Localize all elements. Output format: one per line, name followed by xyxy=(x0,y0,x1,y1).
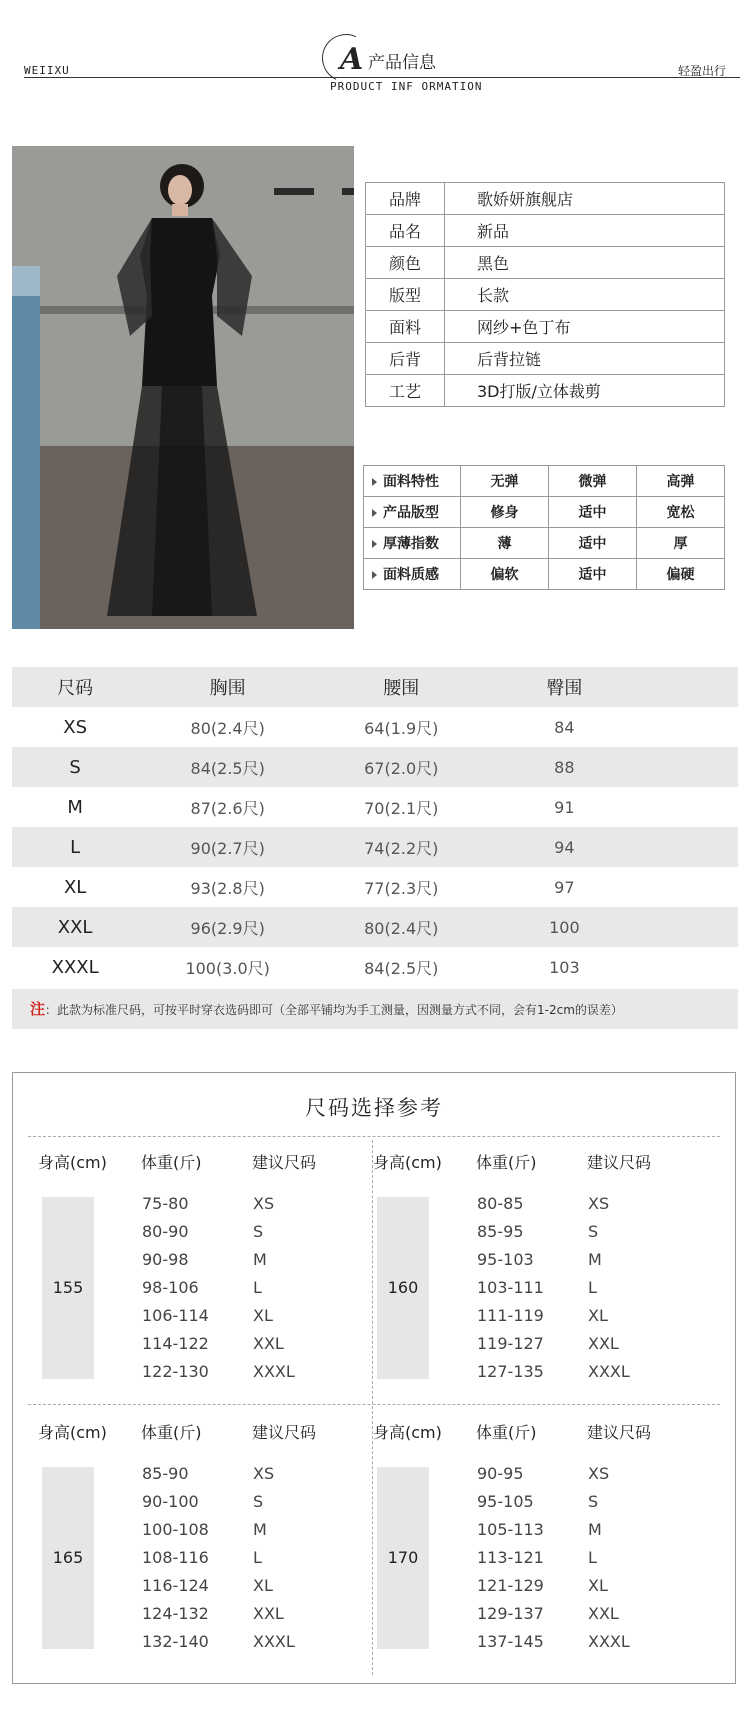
height-column-header: 身高(cm) xyxy=(38,1153,107,1172)
size-table-header-blank xyxy=(643,667,738,707)
note-text: ：此款为标准尺码，可按平时穿衣选码即可（全部平铺均为手工测量，因测量方式不同，会有1-2cm的误差） xyxy=(45,1003,623,1017)
weight-range: 121-129 xyxy=(477,1576,544,1595)
size-label: XXL xyxy=(12,907,138,947)
size-measure: 74(2.2尺) xyxy=(317,827,485,867)
weight-range: 98-106 xyxy=(142,1278,199,1297)
size-table-blank xyxy=(643,867,738,907)
recommended-size: XS xyxy=(588,1194,610,1213)
attribute-option: 适中 xyxy=(549,528,637,559)
height-value: 165 xyxy=(52,1548,84,1567)
size-measure: 84 xyxy=(554,717,575,737)
attribute-option: 偏软 xyxy=(461,559,549,590)
recommended-size: XXL xyxy=(588,1334,619,1353)
attribute-label: 面料特性 xyxy=(383,474,439,490)
product-photo xyxy=(12,146,354,629)
size-table-row xyxy=(12,707,738,747)
recommended-size: M xyxy=(588,1250,602,1269)
size-note xyxy=(12,989,738,1029)
weight-range: 127-135 xyxy=(477,1362,544,1381)
size-table-header: 尺码 xyxy=(12,667,138,707)
size-table-blank xyxy=(643,747,738,787)
size-measure: 77(2.3尺) xyxy=(364,878,439,898)
weight-column-header: 体重(斤) xyxy=(476,1153,537,1172)
size-table-blank xyxy=(643,947,738,987)
attribute-name xyxy=(364,528,461,559)
weight-range: 103-111 xyxy=(477,1278,544,1297)
recommended-size: S xyxy=(588,1222,599,1241)
size-table-row xyxy=(12,867,738,907)
weight-range: 90-98 xyxy=(142,1250,189,1269)
triangle-icon xyxy=(372,478,377,486)
size-measure: 96(2.9尺) xyxy=(138,907,317,947)
size-label: S xyxy=(12,747,138,787)
size-table-row xyxy=(12,787,738,827)
info-key: 品名 xyxy=(366,215,445,247)
slogan: 轻盈出行 xyxy=(677,64,726,78)
size-label: XL xyxy=(63,876,87,898)
attribute-row xyxy=(364,466,725,497)
size-table-header: 腰围 xyxy=(317,667,485,707)
attribute-label: 面料质感 xyxy=(383,567,439,583)
weight-column-header: 体重(斤) xyxy=(141,1153,202,1172)
size-table-row xyxy=(12,747,738,787)
info-key: 后背 xyxy=(366,343,445,375)
attribute-option: 修身 xyxy=(461,497,549,528)
size-measure: 70(2.1尺) xyxy=(364,798,439,818)
info-key: 颜色 xyxy=(366,247,445,279)
weight-range: 105-113 xyxy=(477,1520,544,1539)
height-value: 160 xyxy=(387,1278,419,1297)
size-table-header: 臀围 xyxy=(485,667,643,707)
recommended-size: XXXL xyxy=(253,1632,295,1651)
size-chart-table xyxy=(12,667,738,987)
size-measure: 88 xyxy=(485,747,643,787)
size-table-row xyxy=(12,907,738,947)
divider-vertical xyxy=(372,1140,373,1675)
info-row xyxy=(366,343,725,375)
info-row xyxy=(366,375,725,407)
recommended-size: M xyxy=(588,1520,602,1539)
attribute-row xyxy=(364,497,725,528)
size-table-blank xyxy=(643,827,738,867)
size-column-header: 建议尺码 xyxy=(587,1423,652,1442)
info-key: 版型 xyxy=(366,279,445,311)
height-column-header: 身高(cm) xyxy=(373,1153,442,1172)
recommended-size: XXL xyxy=(253,1604,284,1623)
size-table-blank xyxy=(643,907,738,947)
recommended-size: M xyxy=(253,1520,267,1539)
recommended-size: XL xyxy=(588,1306,608,1325)
weight-range: 85-90 xyxy=(142,1464,189,1483)
size-measure: 64(1.9尺) xyxy=(364,718,439,738)
attribute-option: 高弹 xyxy=(637,466,725,497)
weight-range: 95-105 xyxy=(477,1492,534,1511)
size-table-blank xyxy=(643,707,738,747)
note-mark: 注 xyxy=(30,1000,46,1018)
info-value: 新品 xyxy=(445,215,725,247)
info-row xyxy=(366,279,725,311)
size-measure: 97 xyxy=(554,877,575,897)
attribute-label: 产品版型 xyxy=(383,505,439,521)
weight-range: 116-124 xyxy=(142,1576,209,1595)
size-measure: 87(2.6尺) xyxy=(190,798,265,818)
recommended-size: L xyxy=(588,1278,597,1297)
weight-range: 113-121 xyxy=(477,1548,544,1567)
info-value: 3D打版/立体裁剪 xyxy=(445,375,725,407)
recommended-size: XL xyxy=(253,1576,273,1595)
size-label: M xyxy=(67,796,83,818)
product-info-table xyxy=(365,182,725,407)
recommended-size: XL xyxy=(253,1306,273,1325)
attribute-option: 无弹 xyxy=(461,466,549,497)
weight-range: 119-127 xyxy=(477,1334,544,1353)
recommended-size: XL xyxy=(588,1576,608,1595)
attribute-option: 厚 xyxy=(637,528,725,559)
size-column-header: 建议尺码 xyxy=(587,1153,652,1172)
attribute-row xyxy=(364,528,725,559)
weight-range: 106-114 xyxy=(142,1306,209,1325)
weight-range: 75-80 xyxy=(142,1194,189,1213)
weight-range: 80-90 xyxy=(142,1222,189,1241)
recommended-size: XS xyxy=(253,1194,275,1213)
info-value: 网纱+色丁布 xyxy=(445,311,725,343)
size-measure: 100 xyxy=(485,907,643,947)
info-row xyxy=(366,311,725,343)
size-measure: 84(2.5尺) xyxy=(364,958,439,978)
attribute-row xyxy=(364,559,725,590)
weight-column-header: 体重(斤) xyxy=(141,1423,202,1442)
recommended-size: M xyxy=(253,1250,267,1269)
info-value: 歌娇妍旗舰店 xyxy=(445,183,725,215)
height-column-header: 身高(cm) xyxy=(373,1423,442,1442)
size-measure: 84(2.5尺) xyxy=(138,747,317,787)
product-attributes-table xyxy=(363,465,725,590)
recommended-size: L xyxy=(253,1278,262,1297)
attribute-option: 微弹 xyxy=(549,466,637,497)
size-measure: 91 xyxy=(554,797,575,817)
height-value: 155 xyxy=(52,1278,84,1297)
recommended-size: S xyxy=(253,1222,264,1241)
weight-range: 137-145 xyxy=(477,1632,544,1651)
recommended-size: XS xyxy=(588,1464,610,1483)
size-column-header: 建议尺码 xyxy=(252,1153,317,1172)
info-row xyxy=(366,183,725,215)
attribute-option: 适中 xyxy=(549,559,637,590)
info-key: 工艺 xyxy=(366,375,445,407)
recommended-size: L xyxy=(253,1548,262,1567)
size-table-row xyxy=(12,947,738,987)
weight-range: 85-95 xyxy=(477,1222,524,1241)
info-key: 品牌 xyxy=(366,183,445,215)
size-measure: 103 xyxy=(549,957,580,977)
size-label: XXXL xyxy=(51,956,99,978)
size-measure: 100(3.0尺) xyxy=(185,958,270,978)
height-value: 170 xyxy=(387,1548,419,1567)
brand-name: WEIIXU xyxy=(24,64,70,77)
section-subtitle: PRODUCT INF ORMATION xyxy=(330,80,483,93)
size-measure: 67(2.0尺) xyxy=(317,747,485,787)
size-table-row xyxy=(12,827,738,867)
section-title: 产品信息 xyxy=(368,53,436,73)
info-value: 后背拉链 xyxy=(445,343,725,375)
info-value: 黑色 xyxy=(445,247,725,279)
recommended-size: XXXL xyxy=(588,1632,630,1651)
triangle-icon xyxy=(372,540,377,548)
size-measure: 93(2.8尺) xyxy=(190,878,265,898)
weight-range: 90-95 xyxy=(477,1464,524,1483)
weight-range: 100-108 xyxy=(142,1520,209,1539)
recommended-size: L xyxy=(588,1548,597,1567)
weight-range: 129-137 xyxy=(477,1604,544,1623)
weight-range: 90-100 xyxy=(142,1492,199,1511)
attribute-name xyxy=(364,559,461,590)
size-measure: 80(2.4尺) xyxy=(317,907,485,947)
recommended-size: XXXL xyxy=(588,1362,630,1381)
recommended-size: S xyxy=(253,1492,264,1511)
attribute-name xyxy=(364,466,461,497)
info-value: 长款 xyxy=(445,279,725,311)
recommended-size: XXL xyxy=(253,1334,284,1353)
size-column-header: 建议尺码 xyxy=(252,1423,317,1442)
recommended-size: S xyxy=(588,1492,599,1511)
weight-range: 95-103 xyxy=(477,1250,534,1269)
weight-range: 132-140 xyxy=(142,1632,209,1651)
attribute-option: 适中 xyxy=(549,497,637,528)
height-column-header: 身高(cm) xyxy=(38,1423,107,1442)
divider-middle xyxy=(28,1404,720,1405)
reference-title: 尺码选择参考 xyxy=(305,1096,443,1120)
logo-letter: A xyxy=(340,42,364,77)
size-measure: 90(2.7尺) xyxy=(138,827,317,867)
size-label: XS xyxy=(63,716,87,738)
triangle-icon xyxy=(372,571,377,579)
size-label: L xyxy=(12,827,138,867)
attribute-option: 宽松 xyxy=(637,497,725,528)
weight-range: 122-130 xyxy=(142,1362,209,1381)
attribute-name xyxy=(364,497,461,528)
info-key: 面料 xyxy=(366,311,445,343)
weight-range: 114-122 xyxy=(142,1334,209,1353)
size-measure: 80(2.4尺) xyxy=(190,718,265,738)
recommended-size: XXXL xyxy=(253,1362,295,1381)
info-row xyxy=(366,215,725,247)
weight-range: 80-85 xyxy=(477,1194,524,1213)
size-table-blank xyxy=(643,787,738,827)
info-row xyxy=(366,247,725,279)
attribute-option: 偏硬 xyxy=(637,559,725,590)
attribute-label: 厚薄指数 xyxy=(383,536,439,552)
size-table-header: 胸围 xyxy=(138,667,317,707)
weight-range: 108-116 xyxy=(142,1548,209,1567)
recommended-size: XS xyxy=(253,1464,275,1483)
weight-range: 124-132 xyxy=(142,1604,209,1623)
attribute-option: 薄 xyxy=(461,528,549,559)
weight-column-header: 体重(斤) xyxy=(476,1423,537,1442)
size-measure: 94 xyxy=(485,827,643,867)
weight-range: 111-119 xyxy=(477,1306,544,1325)
header-divider xyxy=(24,77,740,78)
triangle-icon xyxy=(372,509,377,517)
divider-top xyxy=(28,1136,720,1137)
recommended-size: XXL xyxy=(588,1604,619,1623)
